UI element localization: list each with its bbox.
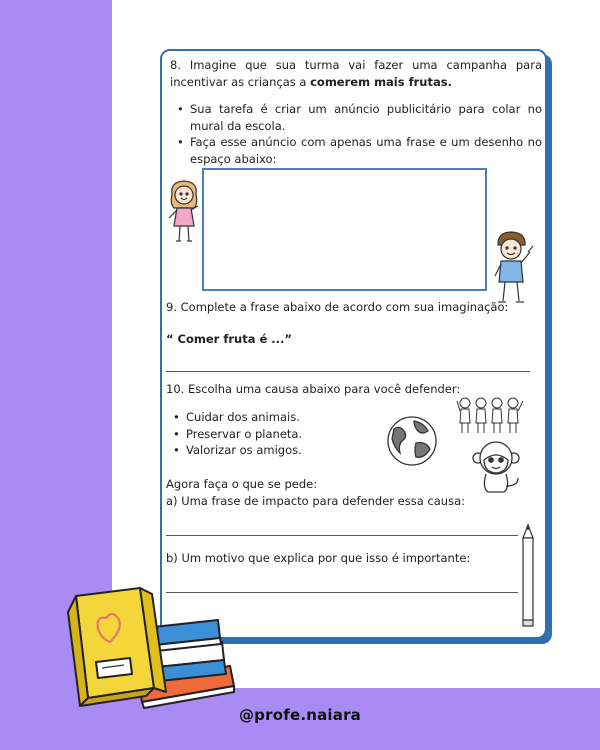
q10-instruction: Agora faça o que se pede:	[166, 477, 318, 491]
q8-bullet: • Sua tarefa é criar um anúncio publicitário para colar no mural da escola.	[176, 101, 542, 134]
books-stack-illustration	[58, 588, 238, 718]
globe-illustration	[384, 415, 440, 467]
q10-cause-list	[172, 409, 382, 459]
cause-item: • Preservar o planeta.	[172, 426, 382, 443]
q8-bullet-list	[176, 101, 542, 167]
q9-answer-line[interactable]	[166, 371, 530, 372]
part-a-answer-line[interactable]	[166, 535, 518, 536]
q10-prompt: 10. Escolha uma causa abaixo para você defender:	[166, 382, 461, 396]
q8-prompt: 8. Imagine que sua turma vai fazer uma campanha para incentivar as crianças a comerem mais frutas.	[170, 58, 542, 89]
pencil-icon	[521, 524, 535, 628]
author-handle: @profe.naiara	[238, 706, 362, 724]
ad-drawing-area[interactable]	[202, 168, 487, 291]
boy-illustration	[488, 230, 538, 310]
q9-prompt: 9. Complete a frase abaixo de acordo com sua imaginação:	[166, 300, 509, 314]
monkey-illustration	[472, 440, 524, 496]
q10-part-b: b) Um motivo que explica por que isso é importante:	[166, 551, 471, 565]
cause-item: • Valorizar os amigos.	[172, 442, 382, 459]
cause-item: • Cuidar dos animais.	[172, 409, 382, 426]
q9-phrase-starter: “ Comer fruta é ...”	[166, 332, 292, 346]
q8-bullet: • Faça esse anúncio com apenas uma frase e um desenho no espaço abaixo:	[176, 134, 542, 167]
q10-part-a: a) Uma frase de impacto para defender essa causa:	[166, 494, 466, 508]
girl-illustration	[164, 178, 204, 248]
children-group-illustration	[457, 395, 527, 435]
